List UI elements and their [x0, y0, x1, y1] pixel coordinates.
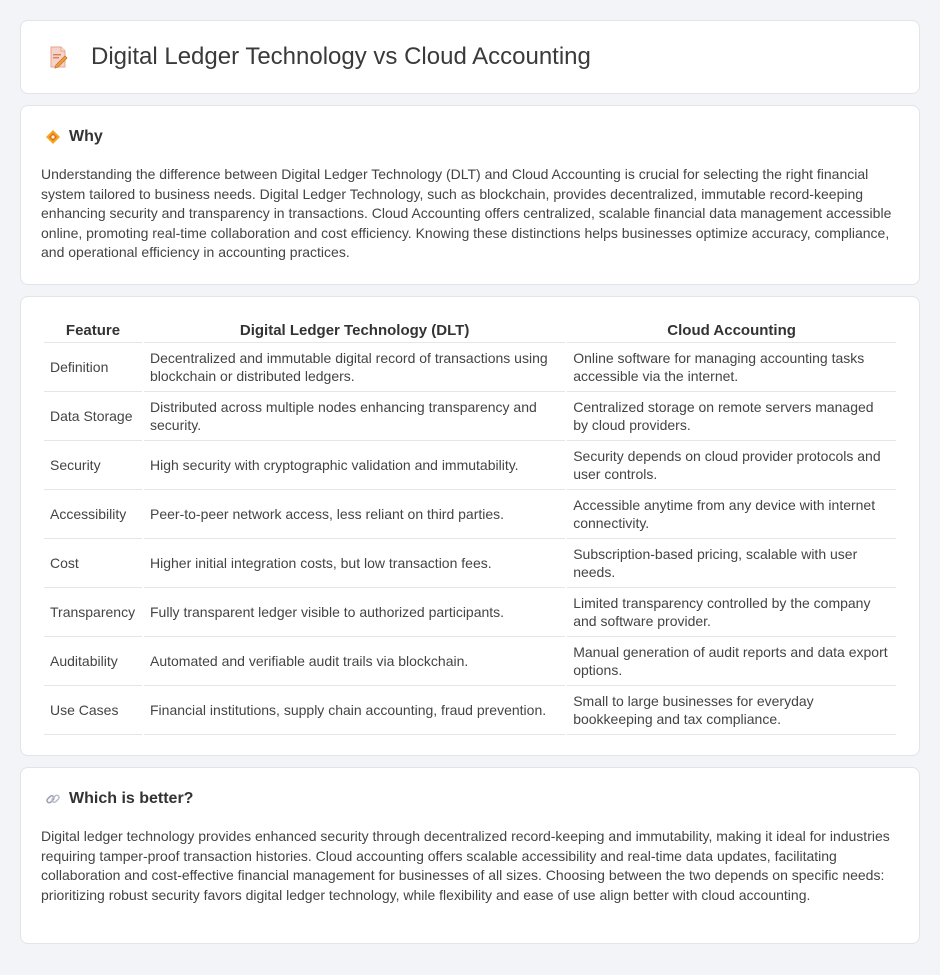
feature-cell: Data Storage — [44, 392, 142, 441]
dlt-cell: Decentralized and immutable digital record of transactions using blockchain or distributed ledgers. — [144, 343, 565, 392]
dlt-cell: Distributed across multiple nodes enhancing transparency and security. — [144, 392, 565, 441]
comparison-table-card — [20, 296, 920, 756]
cloud-cell: Small to large businesses for everyday bookkeeping and tax compliance. — [567, 686, 896, 735]
feature-cell: Transparency — [44, 588, 142, 637]
cloud-cell: Limited transparency controlled by the company and software provider. — [567, 588, 896, 637]
cloud-cell: Centralized storage on remote servers managed by cloud providers. — [567, 392, 896, 441]
link-icon — [44, 790, 62, 808]
diamond-icon — [44, 128, 62, 146]
table-row — [44, 392, 896, 441]
feature-cell: Use Cases — [44, 686, 142, 735]
dlt-cell: Peer-to-peer network access, less reliant on third parties. — [144, 490, 565, 539]
title-card — [20, 20, 920, 94]
which-is-better-section — [20, 767, 920, 944]
table-row — [44, 441, 896, 490]
column-header-feature: Feature — [44, 319, 142, 343]
table-row — [44, 637, 896, 686]
better-heading: Which is better? — [69, 790, 194, 807]
why-header — [41, 128, 899, 146]
feature-cell: Definition — [44, 343, 142, 392]
table-header-row — [44, 319, 896, 343]
dlt-cell: Financial institutions, supply chain accounting, fraud prevention. — [144, 686, 565, 735]
feature-cell: Security — [44, 441, 142, 490]
table-row — [44, 686, 896, 735]
cloud-cell: Subscription-based pricing, scalable with user needs. — [567, 539, 896, 588]
comparison-table — [42, 319, 898, 735]
cloud-cell: Security depends on cloud provider protocols and user controls. — [567, 441, 896, 490]
feature-cell: Cost — [44, 539, 142, 588]
dlt-cell: Fully transparent ledger visible to authorized participants. — [144, 588, 565, 637]
table-row — [44, 490, 896, 539]
better-header — [41, 790, 899, 808]
page-title: Digital Ledger Technology vs Cloud Accounting — [91, 43, 591, 70]
dlt-cell: High security with cryptographic validation and immutability. — [144, 441, 565, 490]
document-edit-icon — [45, 44, 71, 70]
why-heading: Why — [69, 128, 103, 145]
column-header-dlt: Digital Ledger Technology (DLT) — [144, 319, 565, 343]
table-row — [44, 539, 896, 588]
feature-cell: Accessibility — [44, 490, 142, 539]
better-text: Digital ledger technology provides enhanced security through decentralized record-keeping and immutability, making it ideal for industries requiring tamper-proof transaction histories. Cloud accounting offers scalable accessibility and real-time data updates, facilitating collaboration and cost-effective financial management for businesses of all sizes. Choosing between the two depends on specific needs: prioritizing robust security favors digital ledger technology, while flexibility and ease of use align better with cloud accounting. — [41, 828, 890, 903]
cloud-cell: Online software for managing accounting tasks accessible via the internet. — [567, 343, 896, 392]
dlt-cell: Automated and verifiable audit trails via blockchain. — [144, 637, 565, 686]
cloud-cell: Manual generation of audit reports and data export options. — [567, 637, 896, 686]
cloud-cell: Accessible anytime from any device with internet connectivity. — [567, 490, 896, 539]
table-row — [44, 343, 896, 392]
feature-cell: Auditability — [44, 637, 142, 686]
why-text: Understanding the difference between Digital Ledger Technology (DLT) and Cloud Accounting is crucial for selecting the right financial system tailored to business needs. Digital Ledger Technology, such as blockchain, provides decentralized, immutable record-keeping enhancing security and transparency in transactions. Cloud Accounting offers centralized, scalable financial data management accessible online, promoting real-time collaboration and cost efficiency. Knowing these distinctions helps businesses optimize accuracy, compliance, and operational efficiency in accounting practices. — [41, 166, 892, 261]
why-section — [20, 105, 920, 285]
dlt-cell: Higher initial integration costs, but low transaction fees. — [144, 539, 565, 588]
column-header-cloud: Cloud Accounting — [567, 319, 896, 343]
table-row — [44, 588, 896, 637]
